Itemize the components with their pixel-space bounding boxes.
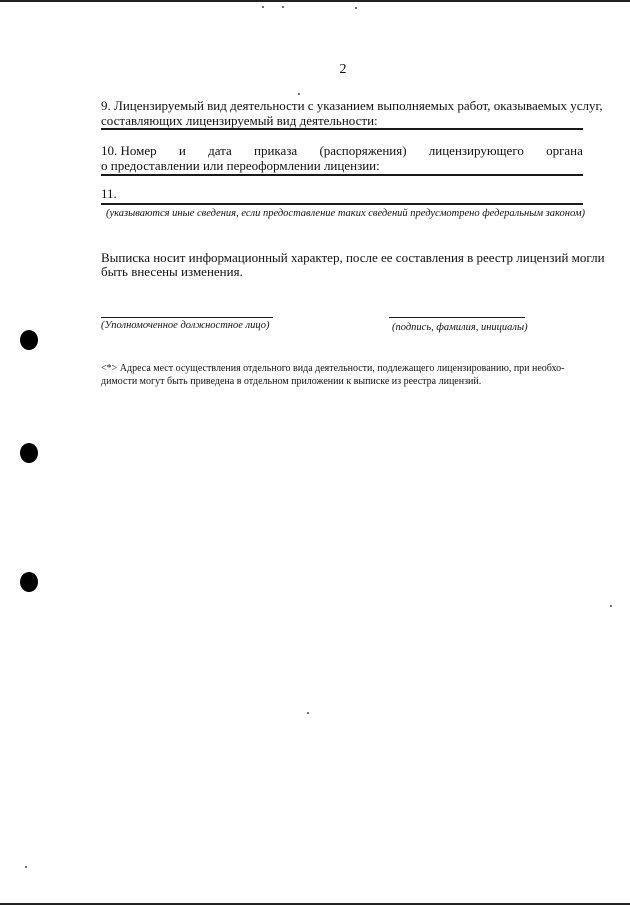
item10-line1 (101, 143, 583, 158)
scan-speck (282, 6, 284, 8)
scan-speck (355, 7, 357, 9)
item9-line1: 9. Лицензируемый вид деятельности с указанием выполняемых работ, оказываемых услуг, (101, 98, 603, 113)
item11-label: 11. (101, 186, 117, 201)
item11-note: (указываются иные сведения, если предоставление таких сведений предусмотрено федеральным законом) (106, 208, 586, 219)
official-label: (Уполномоченное должностное лицо) (101, 320, 270, 331)
item10-word: и (178, 143, 186, 158)
scan-speck (610, 605, 612, 607)
page-top-edge (0, 0, 630, 2)
official-signature-line (101, 317, 273, 318)
item10-rule (101, 174, 583, 176)
item10-word: дата (208, 143, 232, 158)
punch-hole-top (20, 330, 38, 350)
footnote-line2: димости могут быть приведена в отдельном приложении к выписке из реестра лицензий. (101, 376, 482, 387)
signature-name-label: (подпись, фамилия, инициалы) (392, 322, 528, 333)
item11-rule (101, 203, 583, 205)
item10-line2: о предоставлении или переоформлении лицензии: (101, 158, 380, 173)
punch-hole-middle (20, 443, 38, 463)
signature-name-line (389, 317, 525, 318)
item10-word: лицензирующего (428, 143, 524, 158)
item10-word: органа (546, 143, 583, 158)
scan-speck (262, 6, 264, 8)
item10-word: (распоряжения) (319, 143, 407, 158)
punch-hole-bottom (20, 572, 38, 592)
disclaimer-line2: быть внесены изменения. (101, 264, 243, 279)
item9-line2: составляющих лицензируемый вид деятельности: (101, 113, 378, 128)
footnote (101, 362, 583, 388)
item10-word: приказа (253, 143, 298, 158)
disclaimer-line1: Выписка носит информационный характер, после ее составления в реестр лицензий могли (101, 250, 605, 265)
scan-speck (307, 712, 309, 714)
footnote-line1: <*> Адреса мест осуществления отдельного вида деятельности, подлежащего лицензированию, при необхо- (101, 363, 565, 374)
item9-rule (101, 128, 583, 130)
scan-speck (298, 93, 300, 95)
page-number: 2 (339, 62, 347, 77)
item10-word: 10. Номер (101, 143, 157, 158)
scan-speck (25, 866, 27, 868)
